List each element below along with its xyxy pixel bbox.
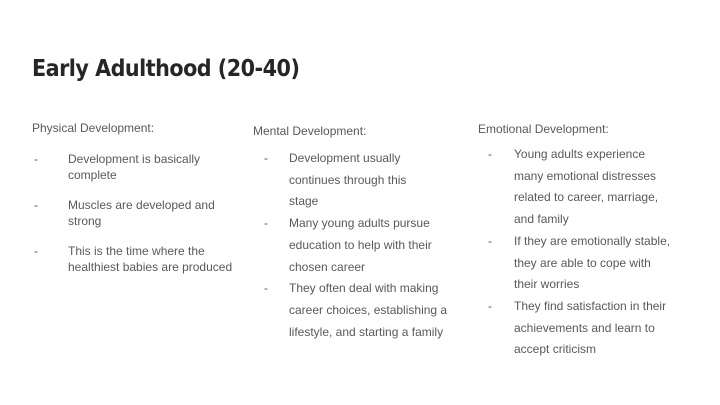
list-item-text: They find satisfaction in their achievements and learn to accept criticism bbox=[514, 298, 667, 357]
list-item-text: This is the time where the healthiest babies are produced bbox=[68, 244, 233, 274]
emotional-heading: Emotional Development: bbox=[478, 122, 609, 136]
list-item bbox=[32, 197, 242, 229]
physical-heading: Physical Development: bbox=[32, 121, 155, 135]
physical-list bbox=[32, 151, 242, 275]
bullet-dash: - bbox=[34, 244, 38, 258]
bullet-dash: - bbox=[488, 233, 492, 248]
bullet-dash: - bbox=[264, 281, 268, 296]
list-item-text: Many young adults pursue education to help with their chosen career bbox=[289, 216, 432, 274]
mental-heading: Mental Development: bbox=[253, 124, 367, 138]
list-item bbox=[253, 213, 463, 278]
list-item-text: Young adults experience many emotional distresses related to career, marriage, and family bbox=[514, 147, 659, 227]
mental-development-column bbox=[253, 124, 463, 343]
mental-list bbox=[253, 148, 463, 343]
list-item-text: Development is basically complete bbox=[68, 152, 201, 182]
list-item-text: Muscles are developed and strong bbox=[68, 198, 215, 228]
list-item-text: Development usually continues through this stage bbox=[289, 151, 407, 209]
list-item bbox=[253, 278, 463, 343]
list-item bbox=[478, 231, 678, 296]
bullet-dash: - bbox=[264, 151, 268, 165]
emotional-list bbox=[478, 144, 678, 361]
bullet-dash: - bbox=[34, 152, 38, 166]
emotional-development-column bbox=[478, 122, 678, 361]
list-item bbox=[478, 296, 678, 361]
list-item bbox=[32, 151, 242, 183]
list-item bbox=[32, 243, 242, 275]
slide-title: Early Adulthood (20-40) bbox=[32, 56, 300, 82]
list-item-text: They often deal with making career choices, establishing a lifestyle, and starting a family bbox=[289, 281, 448, 339]
bullet-dash: - bbox=[34, 198, 38, 212]
list-item bbox=[253, 148, 463, 213]
list-item-text: If they are emotionally stable, they are able to cope with their worries bbox=[514, 233, 671, 292]
bullet-dash: - bbox=[488, 147, 492, 161]
physical-development-column bbox=[32, 121, 242, 289]
list-item bbox=[478, 144, 678, 231]
bullet-dash: - bbox=[264, 216, 268, 231]
bullet-dash: - bbox=[488, 298, 492, 313]
